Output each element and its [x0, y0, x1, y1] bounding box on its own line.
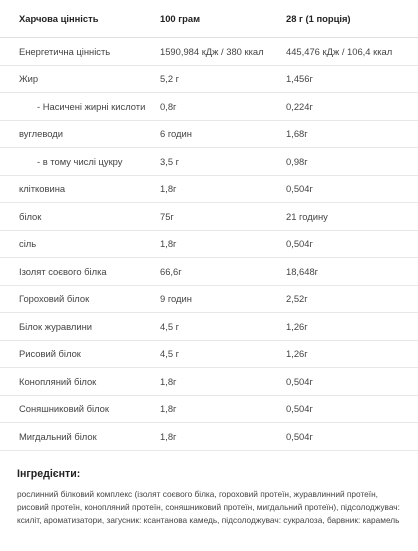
value-per-100g: 1,8г — [160, 375, 177, 387]
value-per-serving: 0,98г — [286, 155, 308, 167]
value-per-100g: 1,8г — [160, 403, 177, 415]
value-per-serving: 1,26г — [286, 348, 308, 360]
table-row — [0, 148, 418, 176]
nutrient-name: - Насичені жирні кислоти — [37, 100, 145, 112]
table-row — [0, 121, 418, 149]
nutrient-name: Рисовий білок — [19, 348, 81, 360]
nutrient-name: клітковина — [19, 183, 66, 195]
value-per-serving: 1,456г — [286, 73, 313, 85]
header-nutrient: Харчова цінність — [19, 13, 99, 24]
value-per-serving: 445,476 кДж / 106,4 ккал — [286, 45, 393, 57]
ingredients-title: Інгредієнти: — [17, 468, 81, 480]
table-header — [0, 0, 418, 38]
value-per-serving: 18,648г — [286, 265, 319, 277]
table-row — [0, 341, 418, 369]
nutrient-name: Енергетична цінність — [19, 45, 111, 57]
table-row — [0, 66, 418, 94]
value-per-serving: 0,224г — [286, 100, 313, 112]
ingredients-section — [17, 468, 409, 526]
value-per-serving: 1,26г — [286, 320, 308, 332]
value-per-100g: 6 годин — [160, 128, 192, 140]
nutrient-name: Ізолят соєвого білка — [19, 265, 107, 277]
table-row — [0, 286, 418, 314]
value-per-serving: 0,504г — [286, 403, 313, 415]
table-row — [0, 258, 418, 286]
value-per-serving: 0,504г — [286, 183, 313, 195]
header-per-100g: 100 грам — [160, 13, 201, 24]
value-per-100g: 0,8г — [160, 100, 177, 112]
table-row — [0, 313, 418, 341]
value-per-100g: 9 годин — [160, 293, 192, 305]
nutrient-name: Конопляний білок — [19, 375, 97, 387]
nutrient-name: Мигдальний білок — [19, 430, 97, 442]
value-per-serving: 0,504г — [286, 238, 313, 250]
value-per-100g: 1,8г — [160, 430, 177, 442]
value-per-serving: 0,504г — [286, 375, 313, 387]
value-per-100g: 4,5 г — [160, 348, 180, 360]
table-row — [0, 203, 418, 231]
nutrient-name: Соняшниковий білок — [19, 403, 109, 415]
value-per-100g: 1,8г — [160, 238, 177, 250]
value-per-serving: 1,68г — [286, 128, 308, 140]
value-per-100g: 75г — [160, 210, 174, 222]
table-row — [0, 368, 418, 396]
table-row — [0, 176, 418, 204]
table-row — [0, 93, 418, 121]
value-per-100g: 3,5 г — [160, 155, 180, 167]
nutrient-name: Жир — [19, 73, 39, 85]
table-row — [0, 231, 418, 259]
table-body — [0, 38, 418, 451]
value-per-serving: 2,52г — [286, 293, 308, 305]
value-per-100g: 66,6г — [160, 265, 182, 277]
ingredients-text: рослинний білковий комплекс (ізолят соєвого білка, гороховий протеїн, журавлинний протеїн, рисовий протеїн, конопляний протеїн, соняшниковий протеїн, мигдальний протеїн), підсолоджувач: ксиліт, ароматизатори, загусник: ксантанова камедь, підсолоджувач: сукралоза, барвник: карамель — [17, 489, 400, 525]
value-per-100g: 1,8г — [160, 183, 177, 195]
value-per-100g: 1590,984 кДж / 380 ккал — [160, 45, 264, 57]
nutrient-name: сіль — [19, 238, 37, 250]
header-per-serving: 28 г (1 порція) — [286, 13, 351, 24]
nutrient-name: білок — [19, 210, 42, 222]
value-per-100g: 5,2 г — [160, 73, 180, 85]
value-per-100g: 4,5 г — [160, 320, 180, 332]
table-row — [0, 396, 418, 424]
table-row — [0, 423, 418, 451]
nutrient-name: вуглеводи — [19, 128, 63, 140]
value-per-serving: 21 годину — [286, 210, 328, 222]
nutrient-name: - в тому числі цукру — [37, 155, 123, 167]
table-row — [0, 38, 418, 66]
value-per-serving: 0,504г — [286, 430, 313, 442]
nutrient-name: Білок журавлини — [19, 320, 93, 332]
nutrient-name: Гороховий білок — [19, 293, 90, 305]
